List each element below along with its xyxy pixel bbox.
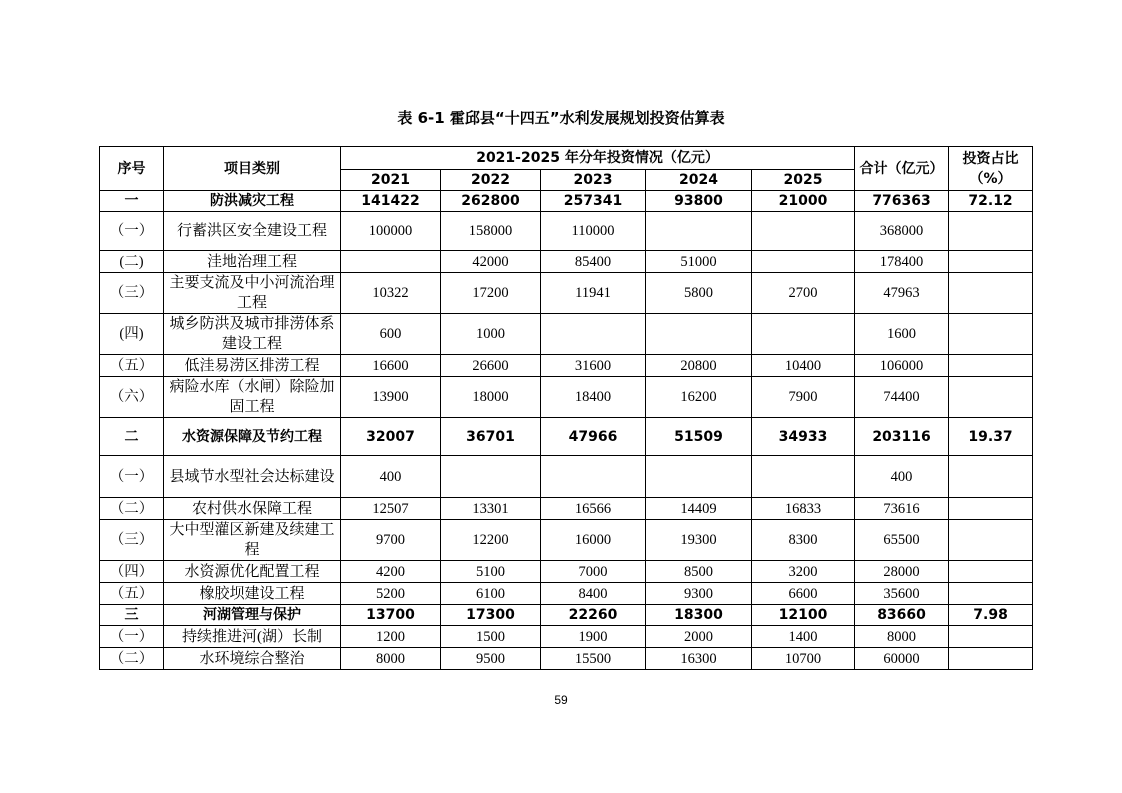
total-cell: 60000 xyxy=(855,648,949,670)
table-row xyxy=(100,355,1033,377)
value-2024-cell: 9300 xyxy=(646,583,752,605)
category-row xyxy=(100,191,1033,212)
value-2025-cell: 8300 xyxy=(752,520,855,561)
total-cell: 1600 xyxy=(855,314,949,355)
value-2024-cell: 19300 xyxy=(646,520,752,561)
table-row xyxy=(100,520,1033,561)
value-2022-cell: 5100 xyxy=(441,561,541,583)
value-2023-cell xyxy=(541,456,646,498)
share-cell xyxy=(949,314,1033,355)
value-2025-cell: 10400 xyxy=(752,355,855,377)
seq-cell: （六） xyxy=(100,377,164,418)
share-cell xyxy=(949,355,1033,377)
header-period: 2021-2025 年分年投资情况（亿元） xyxy=(341,147,855,170)
value-2023-cell: 11941 xyxy=(541,273,646,314)
total-cell: 83660 xyxy=(855,605,949,626)
value-2025-cell: 16833 xyxy=(752,498,855,520)
category-name-cell: 主要支流及中小河流治理工程 xyxy=(164,273,341,314)
value-2025-cell: 21000 xyxy=(752,191,855,212)
table-row xyxy=(100,583,1033,605)
table-row xyxy=(100,273,1033,314)
value-2025-cell xyxy=(752,456,855,498)
table-row xyxy=(100,456,1033,498)
value-2025-cell: 2700 xyxy=(752,273,855,314)
value-2022-cell: 18000 xyxy=(441,377,541,418)
total-cell: 47963 xyxy=(855,273,949,314)
share-cell xyxy=(949,377,1033,418)
category-name-cell: 水资源优化配置工程 xyxy=(164,561,341,583)
category-name-cell: 水资源保障及节约工程 xyxy=(164,418,341,456)
value-2022-cell: 1500 xyxy=(441,626,541,648)
value-2021-cell: 10322 xyxy=(341,273,441,314)
value-2025-cell xyxy=(752,212,855,251)
value-2024-cell xyxy=(646,314,752,355)
share-cell xyxy=(949,456,1033,498)
value-2024-cell: 18300 xyxy=(646,605,752,626)
category-name-cell: 病险水库（水闸）除险加固工程 xyxy=(164,377,341,418)
table-row xyxy=(100,212,1033,251)
table-body xyxy=(100,191,1033,670)
value-2024-cell: 51509 xyxy=(646,418,752,456)
total-cell: 776363 xyxy=(855,191,949,212)
table-row xyxy=(100,314,1033,355)
value-2023-cell: 1900 xyxy=(541,626,646,648)
value-2022-cell: 6100 xyxy=(441,583,541,605)
share-cell xyxy=(949,273,1033,314)
value-2023-cell: 85400 xyxy=(541,251,646,273)
total-cell: 28000 xyxy=(855,561,949,583)
total-cell: 35600 xyxy=(855,583,949,605)
seq-cell: （五） xyxy=(100,355,164,377)
value-2021-cell: 12507 xyxy=(341,498,441,520)
value-2021-cell: 13700 xyxy=(341,605,441,626)
seq-cell: （三） xyxy=(100,273,164,314)
share-cell: 19.37 xyxy=(949,418,1033,456)
seq-cell: 一 xyxy=(100,191,164,212)
value-2023-cell: 22260 xyxy=(541,605,646,626)
total-cell: 8000 xyxy=(855,626,949,648)
header-year-2025: 2025 xyxy=(752,170,855,191)
value-2024-cell xyxy=(646,456,752,498)
value-2021-cell: 9700 xyxy=(341,520,441,561)
value-2022-cell: 158000 xyxy=(441,212,541,251)
value-2023-cell: 15500 xyxy=(541,648,646,670)
table-row xyxy=(100,648,1033,670)
seq-cell: （二） xyxy=(100,648,164,670)
value-2022-cell: 26600 xyxy=(441,355,541,377)
category-name-cell: 持续推进河(湖）长制 xyxy=(164,626,341,648)
share-cell: 7.98 xyxy=(949,605,1033,626)
value-2022-cell: 36701 xyxy=(441,418,541,456)
value-2021-cell: 600 xyxy=(341,314,441,355)
seq-cell: （二） xyxy=(100,498,164,520)
share-cell xyxy=(949,498,1033,520)
value-2021-cell: 400 xyxy=(341,456,441,498)
value-2024-cell: 5800 xyxy=(646,273,752,314)
investment-table xyxy=(99,146,1033,670)
total-cell: 106000 xyxy=(855,355,949,377)
value-2023-cell: 16000 xyxy=(541,520,646,561)
value-2023-cell: 31600 xyxy=(541,355,646,377)
header-year-2023: 2023 xyxy=(541,170,646,191)
value-2023-cell: 257341 xyxy=(541,191,646,212)
table-row xyxy=(100,251,1033,273)
category-name-cell: 防洪减灾工程 xyxy=(164,191,341,212)
value-2023-cell: 7000 xyxy=(541,561,646,583)
total-cell: 400 xyxy=(855,456,949,498)
header-seq: 序号 xyxy=(100,147,164,191)
value-2025-cell xyxy=(752,314,855,355)
seq-cell: （一） xyxy=(100,456,164,498)
value-2022-cell: 9500 xyxy=(441,648,541,670)
seq-cell: （四） xyxy=(100,561,164,583)
value-2024-cell: 8500 xyxy=(646,561,752,583)
value-2024-cell: 51000 xyxy=(646,251,752,273)
category-row xyxy=(100,605,1033,626)
value-2021-cell xyxy=(341,251,441,273)
value-2021-cell: 5200 xyxy=(341,583,441,605)
total-cell: 203116 xyxy=(855,418,949,456)
total-cell: 368000 xyxy=(855,212,949,251)
value-2024-cell: 16200 xyxy=(646,377,752,418)
total-cell: 73616 xyxy=(855,498,949,520)
total-cell: 74400 xyxy=(855,377,949,418)
seq-cell: （五） xyxy=(100,583,164,605)
value-2022-cell: 42000 xyxy=(441,251,541,273)
header-year-2021: 2021 xyxy=(341,170,441,191)
category-name-cell: 洼地治理工程 xyxy=(164,251,341,273)
value-2023-cell: 47966 xyxy=(541,418,646,456)
seq-cell: （三） xyxy=(100,520,164,561)
header-total: 合计（亿元） xyxy=(855,147,949,191)
value-2025-cell: 34933 xyxy=(752,418,855,456)
seq-cell: 二 xyxy=(100,418,164,456)
value-2021-cell: 141422 xyxy=(341,191,441,212)
table-row xyxy=(100,626,1033,648)
table-title: 表 6-1 霍邱县“十四五”水利发展规划投资估算表 xyxy=(397,109,725,127)
value-2023-cell: 18400 xyxy=(541,377,646,418)
seq-cell: (四) xyxy=(100,314,164,355)
value-2025-cell: 1400 xyxy=(752,626,855,648)
value-2021-cell: 100000 xyxy=(341,212,441,251)
share-cell xyxy=(949,561,1033,583)
category-row xyxy=(100,418,1033,456)
value-2022-cell: 262800 xyxy=(441,191,541,212)
value-2024-cell: 93800 xyxy=(646,191,752,212)
header-category: 项目类别 xyxy=(164,147,341,191)
value-2022-cell: 13301 xyxy=(441,498,541,520)
table-row xyxy=(100,377,1033,418)
share-cell: 72.12 xyxy=(949,191,1033,212)
value-2024-cell: 2000 xyxy=(646,626,752,648)
value-2023-cell: 8400 xyxy=(541,583,646,605)
category-name-cell: 橡胶坝建设工程 xyxy=(164,583,341,605)
value-2022-cell: 17300 xyxy=(441,605,541,626)
seq-cell: 三 xyxy=(100,605,164,626)
value-2021-cell: 1200 xyxy=(341,626,441,648)
category-name-cell: 行蓄洪区安全建设工程 xyxy=(164,212,341,251)
seq-cell: (二) xyxy=(100,251,164,273)
total-cell: 178400 xyxy=(855,251,949,273)
seq-cell: （一） xyxy=(100,212,164,251)
share-cell xyxy=(949,251,1033,273)
category-name-cell: 河湖管理与保护 xyxy=(164,605,341,626)
share-cell xyxy=(949,648,1033,670)
value-2023-cell: 16566 xyxy=(541,498,646,520)
value-2021-cell: 4200 xyxy=(341,561,441,583)
value-2025-cell xyxy=(752,251,855,273)
value-2025-cell: 10700 xyxy=(752,648,855,670)
value-2024-cell: 20800 xyxy=(646,355,752,377)
category-name-cell: 县域节水型社会达标建设 xyxy=(164,456,341,498)
header-year-2024: 2024 xyxy=(646,170,752,191)
share-cell xyxy=(949,626,1033,648)
table-row xyxy=(100,561,1033,583)
category-name-cell: 低洼易涝区排涝工程 xyxy=(164,355,341,377)
category-name-cell: 水环境综合整治 xyxy=(164,648,341,670)
value-2022-cell xyxy=(441,456,541,498)
value-2021-cell: 32007 xyxy=(341,418,441,456)
page-number: 59 xyxy=(554,693,568,707)
value-2024-cell: 14409 xyxy=(646,498,752,520)
value-2025-cell: 6600 xyxy=(752,583,855,605)
table-row xyxy=(100,498,1033,520)
value-2024-cell: 16300 xyxy=(646,648,752,670)
seq-cell: （一） xyxy=(100,626,164,648)
header-share: 投资占比（%） xyxy=(949,147,1033,191)
value-2022-cell: 17200 xyxy=(441,273,541,314)
share-cell xyxy=(949,583,1033,605)
value-2021-cell: 13900 xyxy=(341,377,441,418)
header-year-2022: 2022 xyxy=(441,170,541,191)
value-2023-cell xyxy=(541,314,646,355)
category-name-cell: 城乡防洪及城市排涝体系建设工程 xyxy=(164,314,341,355)
value-2025-cell: 3200 xyxy=(752,561,855,583)
value-2021-cell: 16600 xyxy=(341,355,441,377)
value-2023-cell: 110000 xyxy=(541,212,646,251)
total-cell: 65500 xyxy=(855,520,949,561)
value-2025-cell: 12100 xyxy=(752,605,855,626)
value-2022-cell: 1000 xyxy=(441,314,541,355)
value-2021-cell: 8000 xyxy=(341,648,441,670)
share-cell xyxy=(949,212,1033,251)
category-name-cell: 农村供水保障工程 xyxy=(164,498,341,520)
category-name-cell: 大中型灌区新建及续建工程 xyxy=(164,520,341,561)
value-2022-cell: 12200 xyxy=(441,520,541,561)
value-2024-cell xyxy=(646,212,752,251)
value-2025-cell: 7900 xyxy=(752,377,855,418)
share-cell xyxy=(949,520,1033,561)
